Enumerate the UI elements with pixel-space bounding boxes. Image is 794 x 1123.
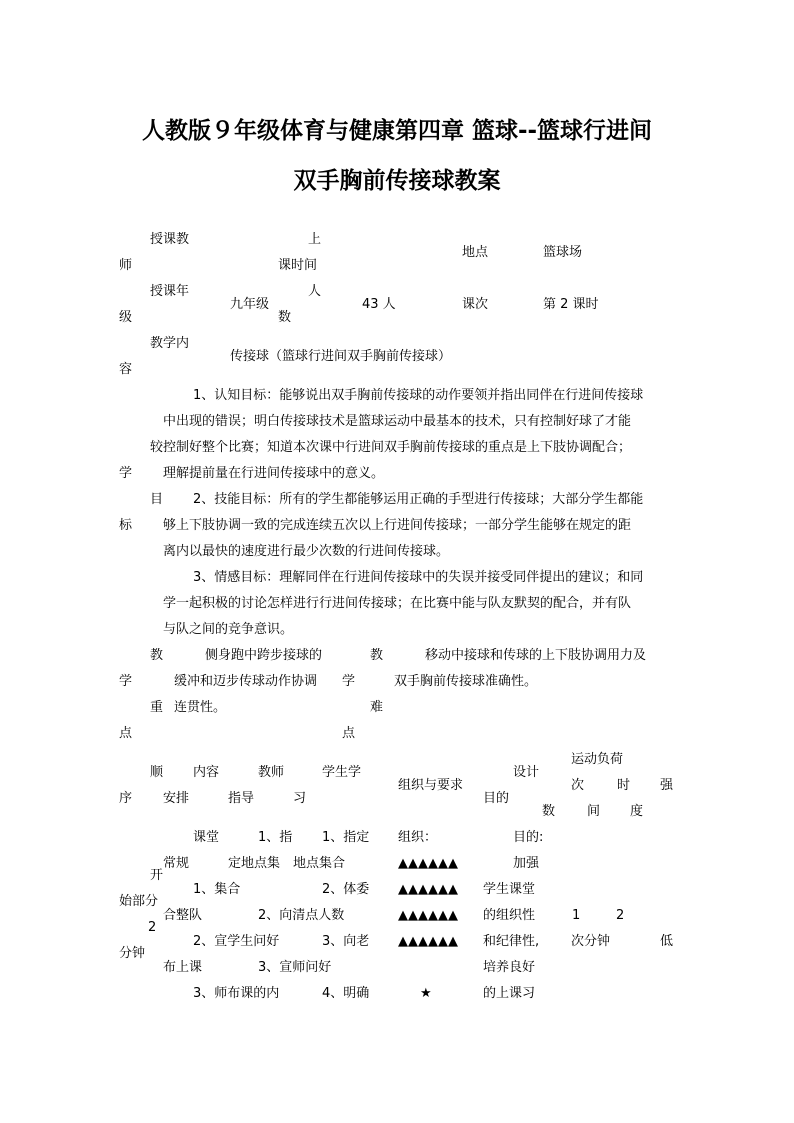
place-label: 地点 — [462, 245, 489, 260]
row-content: 布上课 — [163, 960, 203, 975]
goal-line: 够上下肢协调一致的完成连续五次以上行进间传接球；一部分学生能够在规定的距 — [163, 518, 632, 533]
grade-label-b: 级 — [119, 310, 133, 325]
row-purpose: 学生课堂 — [483, 882, 536, 897]
goal-line: 学一起积极的讨论怎样进行行进间传接球；在比赛中能与队友默契的配合，并有队 — [163, 596, 632, 611]
triangle-formation-row: ▲▲▲▲▲▲ — [398, 856, 458, 871]
triangle-formation-row: ▲▲▲▲▲▲ — [398, 882, 458, 897]
header-load-count-b: 数 — [542, 804, 556, 819]
phase-text: 始部分 — [119, 894, 159, 909]
teacher-star-icon: ★ — [420, 986, 432, 1001]
content-value: 传接球（篮球行进间双手胸前传接球） — [230, 349, 452, 364]
lesson-label: 课次 — [462, 297, 489, 312]
row-content: 2、宣学生问好 — [193, 934, 280, 949]
goals-side-1: 学 — [119, 466, 133, 481]
time-label-b: 课时间 — [278, 258, 318, 273]
goal-line: 与队之间的竞争意识。 — [163, 622, 294, 637]
goals-side-3: 标 — [119, 518, 133, 533]
header-order-a: 顺 — [150, 765, 164, 780]
count-label-b: 数 — [278, 310, 292, 325]
goal-line: 2、技能目标：所有的学生都能够运用正确的手型进行传接球；大部分学生都能 — [193, 492, 644, 507]
header-order-b: 序 — [119, 791, 133, 806]
header-load-time-b: 间 — [587, 804, 601, 819]
teacher-label-b: 师 — [119, 258, 133, 273]
row-teacher: 定地点集 — [228, 856, 281, 871]
header-load-count: 次 — [571, 778, 585, 793]
content-label-a: 教学内 — [150, 336, 190, 351]
row-student: 2、体委 — [322, 882, 370, 897]
goal-line: 较控制好整个比赛；知道本次课中行进间双手胸前传接球的重点是上下肢协调配合； — [150, 440, 632, 455]
teacher-label-a: 授课教 — [150, 232, 190, 247]
header-student-a: 学生学 — [322, 765, 362, 780]
keypoint-side-2: 学 — [119, 674, 133, 689]
row-purpose: 的组织性 — [483, 908, 536, 923]
row-teacher: 1、指 — [258, 830, 293, 845]
difficulty-text: 双手胸前传接球准确性。 — [394, 674, 538, 689]
keypoint-text: 缓冲和迈步传球动作协调 — [174, 674, 318, 689]
goal-line: 中出现的错误；明白传接球技术是篮球运动中最基本的技术，只有控制好球了才能 — [163, 414, 632, 429]
header-design-a: 设计 — [513, 765, 540, 780]
load-intensity: 低 — [660, 934, 674, 949]
phase-text: 分钟 — [119, 946, 146, 961]
row-purpose: 和纪律性, — [483, 934, 540, 949]
header-load: 运动负荷 — [571, 752, 624, 767]
document-title-line2: 双手胸前传接球教案 — [293, 168, 501, 194]
triangle-formation-row: ▲▲▲▲▲▲ — [398, 908, 458, 923]
header-load-intensity: 强 — [660, 778, 674, 793]
document-title-line1: 人教版９年级体育与健康第四章 篮球--篮球行进间 — [141, 118, 653, 144]
load-count: 1 — [572, 908, 581, 923]
header-student-b: 习 — [293, 791, 307, 806]
row-purpose: 目的: — [513, 830, 544, 845]
goals-side-2: 目 — [150, 492, 164, 507]
row-content: 合整队 — [163, 908, 203, 923]
header-organization: 组织与要求 — [398, 778, 464, 793]
load-time-unit: 次分钟 — [571, 934, 611, 949]
row-purpose: 加强 — [513, 856, 540, 871]
header-teacher-a: 教师 — [258, 765, 285, 780]
keypoint-text: 连贯性。 — [174, 700, 227, 715]
keypoint-text: 侧身跑中跨步接球的 — [205, 648, 323, 663]
difficulty-side-1: 教 — [370, 648, 384, 663]
keypoint-side-4: 点 — [119, 726, 133, 741]
goal-line: 3、情感目标：理解同伴在行进间传接球中的失误并接受同伴提出的建议；和同 — [193, 570, 644, 585]
row-content: 课堂 — [193, 830, 220, 845]
grade-label-a: 授课年 — [150, 284, 190, 299]
keypoint-side-3: 重 — [150, 700, 164, 715]
place-value: 篮球场 — [543, 245, 583, 260]
row-content: 1、集合 — [193, 882, 241, 897]
phase-text: 2 — [148, 920, 157, 935]
triangle-formation-row: ▲▲▲▲▲▲ — [398, 934, 458, 949]
header-teacher-b: 指导 — [228, 791, 255, 806]
row-content: 3、师布课的内 — [193, 986, 280, 1001]
header-load-intensity-b: 度 — [630, 804, 644, 819]
row-student: 3、向老 — [322, 934, 370, 949]
header-content-a: 内容 — [193, 765, 220, 780]
content-label-b: 容 — [119, 362, 133, 377]
time-label-a: 上 — [308, 232, 322, 247]
row-teacher: 3、宣师问好 — [258, 960, 332, 975]
lesson-value: 第 2 课时 — [543, 297, 599, 312]
keypoint-side-1: 教 — [150, 648, 164, 663]
phase-text: 开 — [150, 868, 164, 883]
organization-label: 组织： — [398, 830, 438, 845]
row-student: 地点集合 — [293, 856, 346, 871]
difficulty-text: 移动中接球和传球的上下肢协调用力及 — [425, 648, 647, 663]
row-student: 4、明确 — [322, 986, 370, 1001]
count-label-a: 人 — [308, 284, 322, 299]
count-value: 43 人 — [362, 297, 396, 312]
goal-line: 理解提前量在行进间传接球中的意义。 — [163, 466, 385, 481]
goal-line: 1、认知目标：能够说出双手胸前传接球的动作要领并指出同伴在行进间传接球 — [193, 388, 644, 403]
grade-value: 九年级 — [230, 297, 270, 312]
difficulty-side-3: 难 — [370, 700, 384, 715]
row-content: 常规 — [163, 856, 190, 871]
row-purpose: 培养良好 — [483, 960, 536, 975]
header-load-time: 时 — [617, 778, 631, 793]
header-design-b: 目的 — [483, 791, 510, 806]
difficulty-side-4: 点 — [342, 726, 356, 741]
row-teacher: 2、向清点人数 — [258, 908, 345, 923]
difficulty-side-2: 学 — [342, 674, 356, 689]
load-time: 2 — [616, 908, 625, 923]
row-purpose: 的上课习 — [483, 986, 536, 1001]
row-student: 1、指定 — [322, 830, 370, 845]
header-content-b: 安排 — [163, 791, 190, 806]
goal-line: 离内以最快的速度进行最少次数的行进间传接球。 — [163, 544, 450, 559]
